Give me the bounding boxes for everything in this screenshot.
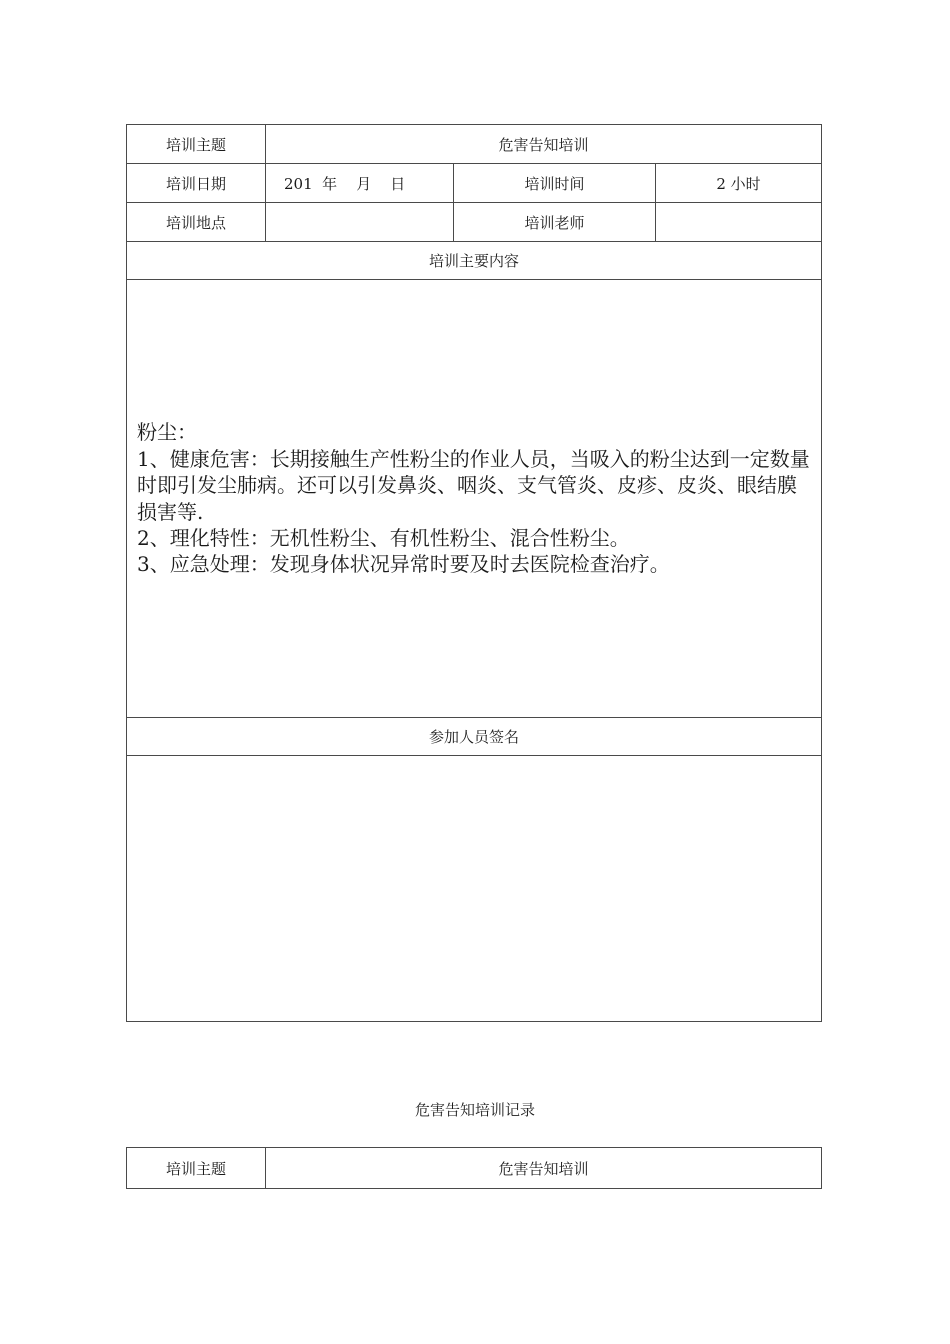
topic-label: 培训主题 xyxy=(127,125,266,164)
content-header-row xyxy=(127,242,822,280)
duration-label: 培训时间 xyxy=(454,164,656,203)
topic-value: 危害告知培训 xyxy=(266,125,822,164)
location-label: 培训地点 xyxy=(127,203,266,242)
topic-row xyxy=(127,1148,822,1189)
location-value xyxy=(266,203,454,242)
duration-value: 2 小时 xyxy=(656,164,822,203)
signature-header: 参加人员签名 xyxy=(127,718,822,756)
topic-label: 培训主题 xyxy=(127,1148,266,1189)
content-header: 培训主要内容 xyxy=(127,242,822,280)
signature-area[interactable] xyxy=(127,756,822,1022)
content-row xyxy=(127,280,822,718)
training-content xyxy=(127,280,822,718)
content-line: 1、健康危害：长期接触生产性粉尘的作业人员，当吸入的粉尘达到一定数量时即引发尘肺病。还可以引发鼻炎、咽炎、支气管炎、皮疹、皮炎、眼结膜损害等. xyxy=(137,446,810,524)
record-title: 危害告知培训记录 xyxy=(414,1101,535,1119)
content-line: 粉尘： xyxy=(137,420,197,445)
date-row xyxy=(127,164,822,203)
teacher-value xyxy=(656,203,822,242)
signature-header-row xyxy=(127,718,822,756)
teacher-label: 培训老师 xyxy=(454,203,656,242)
content-line: 2、理化特性：无机性粉尘、有机性粉尘、混合性粉尘。 xyxy=(137,525,630,550)
location-row xyxy=(127,203,822,242)
topic-value: 危害告知培训 xyxy=(266,1148,822,1189)
signature-row xyxy=(127,756,822,1022)
training-record-table xyxy=(126,124,822,1022)
topic-row xyxy=(127,125,822,164)
training-record-table-2 xyxy=(126,1147,822,1189)
date-value: 201 年 月 日 xyxy=(266,164,454,203)
content-line: 3、应急处理：发现身体状况异常时要及时去医院检查治疗。 xyxy=(137,552,670,577)
date-label: 培训日期 xyxy=(127,164,266,203)
